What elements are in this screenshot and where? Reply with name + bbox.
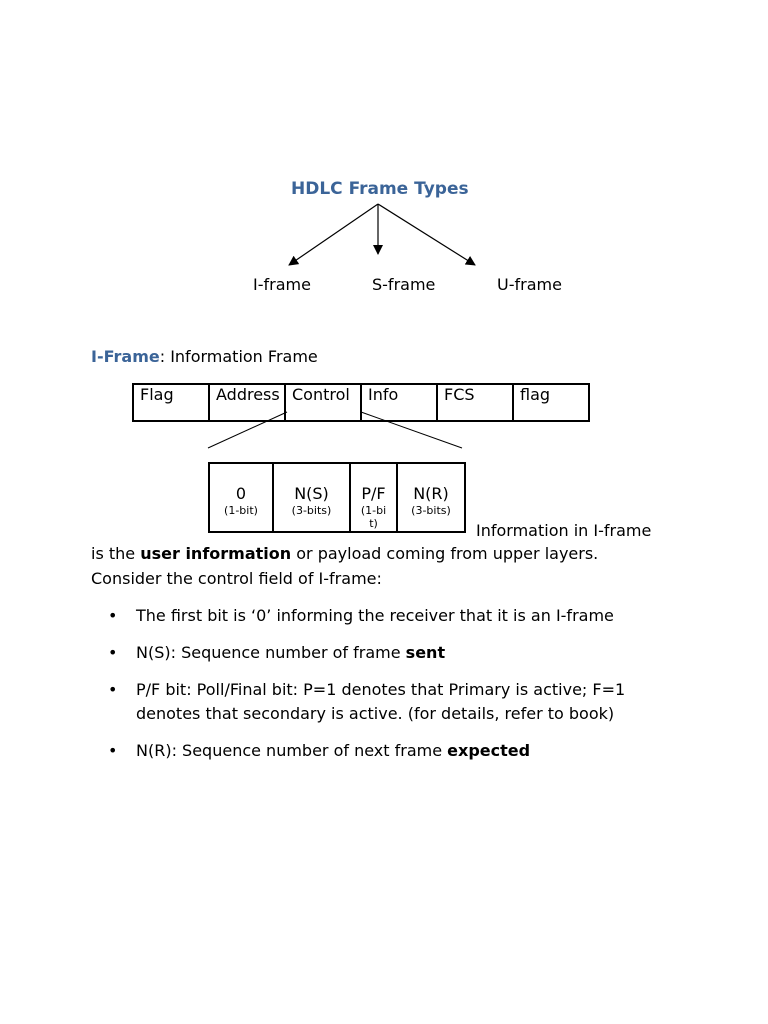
control-ns-label: N(S) xyxy=(294,484,329,503)
description-line-2-bold: user information xyxy=(140,544,292,563)
control-field-bullets xyxy=(108,604,678,776)
control-bit-0 xyxy=(209,463,273,532)
control-ns xyxy=(273,463,350,532)
iframe-heading xyxy=(91,347,318,366)
bullet-nr xyxy=(108,739,678,763)
branch-uframe: U-frame xyxy=(497,275,562,294)
branch-iframe: I-frame xyxy=(253,275,311,294)
bullet-ns-text: N(S): Sequence number of frame xyxy=(136,643,406,662)
control-bit-0-label: 0 xyxy=(235,484,247,503)
control-ns-size: (3-bits) xyxy=(291,504,332,517)
bullet-nr-text: N(R): Sequence number of next frame xyxy=(136,741,448,760)
bullet-first-bit xyxy=(108,604,678,628)
control-pf xyxy=(350,463,397,532)
control-pf-label: P/F xyxy=(361,484,386,503)
arrow-to-uframe xyxy=(378,204,475,265)
bullet-first-bit-text: The first bit is ‘0’ informing the receiver that it is an I-frame xyxy=(136,606,614,625)
bullet-ns xyxy=(108,641,678,665)
field-fcs: FCS xyxy=(437,384,513,421)
description-line-1: Information in I-frame xyxy=(476,521,652,540)
control-nr-size: (3-bits) xyxy=(411,504,451,517)
field-flag: Flag xyxy=(133,384,209,421)
control-nr xyxy=(397,463,465,532)
control-pf-size: (1-bit) xyxy=(360,504,387,530)
iframe-heading-rest: : Information Frame xyxy=(159,347,318,366)
field-address: Address xyxy=(209,384,285,421)
bullet-pf xyxy=(108,678,678,726)
control-nr-label: N(R) xyxy=(413,484,449,503)
frame-format-table xyxy=(132,383,590,422)
diagram-title: HDLC Frame Types xyxy=(291,179,469,199)
bullet-ns-bold: sent xyxy=(405,643,446,662)
description-line-2-post: or payload coming from upper layers. xyxy=(291,544,599,563)
branch-sframe: S-frame xyxy=(372,275,436,294)
control-field-table xyxy=(208,462,466,533)
control-bit-0-size: (1-bit) xyxy=(224,504,258,517)
iframe-heading-term: I-Frame xyxy=(91,347,160,366)
description-line-2 xyxy=(91,542,598,566)
description-line-2-pre: is the xyxy=(91,544,141,563)
field-info: Info xyxy=(361,384,437,421)
field-control: Control xyxy=(285,384,361,421)
bullet-nr-bold: expected xyxy=(447,741,531,760)
arrow-to-iframe xyxy=(289,204,378,265)
description-line-3: Consider the control field of I-frame: xyxy=(91,569,382,588)
field-flag-end: flag xyxy=(513,384,589,421)
bullet-pf-text: P/F bit: Poll/Final bit: P=1 denotes that Primary is active; F=1 denotes that secondary is active. (for details, refer to book) xyxy=(136,680,626,723)
